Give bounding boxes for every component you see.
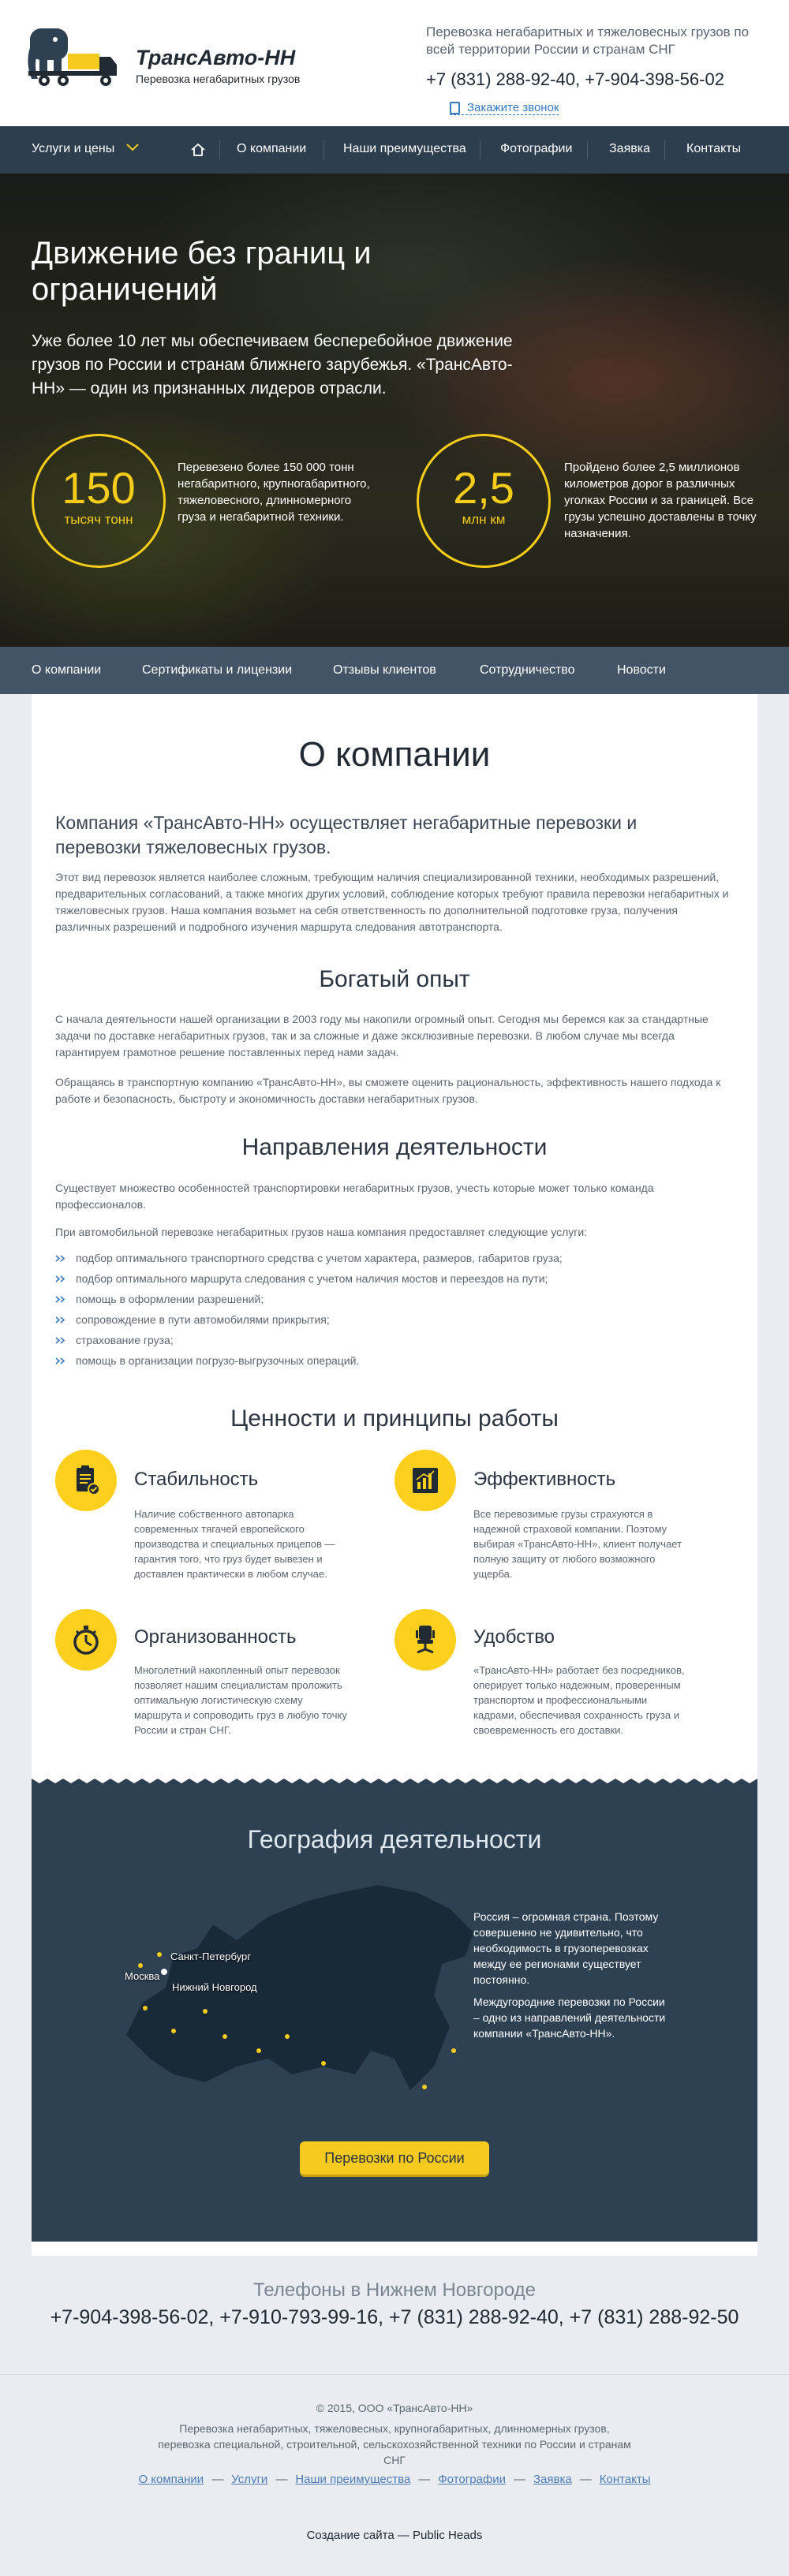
nav-item-photos[interactable]: Фотографии [500,142,573,155]
bar-chart-icon [394,1450,456,1511]
site-header [0,0,789,126]
services-list [55,1248,734,1371]
phones-title: Телефоны в Нижнем Новгороде [253,2279,536,2301]
russia-map [118,1869,481,2122]
value-title: Удобство [473,1626,555,1648]
footer-description: Перевозка негабаритных, тяжеловесных, крупногабаритных, длинномерных грузов, перевозка специальной, строительной, сельскохозяйственной техники по России и странам СНГ [158,2422,631,2466]
stat-text-tons: Перевезено более 150 000 тонн негабаритного, крупногабаритного, тяжеловесного, длинномерного груза и негабаритной техники. [178,461,370,524]
footer-link-order[interactable]: Заявка [533,2473,572,2486]
list-item: сопровождение в пути автомобилями прикрытия; [55,1309,734,1330]
double-chevron-icon [55,1255,66,1262]
stat-value: 2,5 [453,463,514,513]
footer-nav: О компании — Услуги — Наши преимущества — Фотографии — Заявка — Контакты [138,2473,651,2486]
experience-title: Богатый опыт [319,966,470,992]
subnav-certificates[interactable]: Сертификаты и лицензии [142,663,293,677]
geography-title: География деятельности [247,1825,542,1854]
clipboard-check-icon [55,1450,117,1511]
home-icon[interactable] [191,126,205,174]
header-description: Перевозка негабаритных и тяжеловесных грузов по всей территории России и странам СНГ [426,24,750,57]
list-item: страхование груза; [55,1330,734,1350]
subnav-cooperation[interactable]: Сотрудничество [480,663,575,677]
nav-item-order[interactable]: Заявка [609,142,650,155]
footer-link-about[interactable]: О компании [138,2473,204,2486]
about-lead: Компания «ТрансАвто-НН» осуществляет негабаритные перевозки и перевозки тяжеловесных грузов. [55,812,638,857]
experience-paragraph-2: Обращаясь в транспортную компанию «ТрансАвто-НН», вы сможете оценить рациональность, эффективность нашего подхода к работе и безопасность, быстроту и экономичность доставки негабаритных грузов. [55,1076,721,1105]
callback-label: Закажите звонок [467,101,559,114]
value-text: Наличие собственного автопарка современных тягачей европейского производства и специальных прицепов — гарантия того, что груз будет вывезен и доставлен практически в любом случае. [134,1508,335,1580]
brand-tagline: Перевозка негабаритных грузов [136,73,301,85]
value-title: Стабильность [134,1469,259,1490]
copyright: © 2015, ООО «ТрансАвто-НН» [316,2402,473,2414]
geography-text: Россия – огромная страна. Поэтому совершенно не удивительно, что необходимость в грузоперевозках между ее регионами существует постоянно. [473,1910,659,1986]
value-text: Все перевозимые грузы страхуются в надежной страховой компании. Поэтому выбирая «ТрансАвто-НН», клиент получает полную защиту от любого возможного ущерба. [473,1508,682,1580]
subnav-reviews[interactable]: Отзывы клиентов [333,663,436,677]
stat-unit: тысяч тонн [64,512,133,527]
section-nav [0,647,789,694]
about-title: О компании [298,735,491,774]
geography-section [32,1775,757,2242]
phone-icon [450,102,460,114]
double-chevron-icon [55,1337,66,1344]
site-credit[interactable]: Создание сайта — Public Heads [306,2529,483,2542]
header-phones: +7 (831) 288-92-40, +7-904-398-56-02 [426,69,724,89]
stat-circle-tons [32,434,166,568]
stat-circle-km [417,434,551,568]
subnav-news[interactable]: Новости [617,663,666,677]
logo-elephant-truck[interactable] [24,24,118,91]
chevron-down-icon [126,144,139,151]
subnav-about[interactable]: О компании [32,663,102,677]
main-nav [0,126,789,174]
footer-link-advantages[interactable]: Наши преимущества [295,2473,411,2486]
city-label-nn: Нижний Новгород [172,1981,257,1993]
value-text: Многолетний накопленный опыт перевозок позволяет нашим специалистам проложить оптимальную логистическую схему маршрута и сопроводить груз в любую точку России и стран СНГ. [134,1664,347,1736]
footer-link-contacts[interactable]: Контакты [599,2473,651,2486]
brand-name: ТрансАвто-НН [136,46,296,69]
callback-link[interactable] [450,101,559,115]
city-label-moscow: Москва [125,1970,160,1982]
about-paragraph: Этот вид перевозок является наиболее сложным, требующим наличия специализированной техники, необходимых разрешений, предварительных согласований, а также многих других условий, соблюдение которых требуют правила перевозки негабаритных и тяжеловесных грузов. Наша компания возьмет на себя ответственность по дополнительной подготовке груза, получения различных разрешений и подробного изучения маршрута следования автотранспорта. [55,871,729,933]
list-item: помощь в организации погрузо-выгрузочных операций. [55,1350,734,1371]
double-chevron-icon [55,1316,66,1323]
double-chevron-icon [55,1275,66,1282]
directions-paragraph: Существует множество особенностей транспортировки негабаритных грузов, учесть которые может только команда профессионалов. [55,1182,654,1211]
list-item: подбор оптимального транспортного средства с учетом характера, размеров, габаритов груза; [55,1248,734,1268]
footer-link-services[interactable]: Услуги [231,2473,268,2486]
value-text: «ТрансАвто-НН» работает без посредников, оперирует только надежным, проверенным транспортом и профессиональными кадрами, обеспечивая сохранность груза и своевременность его доставки. [473,1664,685,1736]
value-title: Организованность [134,1626,297,1648]
stat-value: 150 [62,463,136,513]
site-footer [0,2374,789,2576]
double-chevron-icon [55,1357,66,1365]
nav-services-label: Услуги и цены [32,142,115,155]
value-title: Эффективность [473,1469,616,1490]
nav-item-about[interactable]: О компании [237,142,307,155]
stat-text-km: Пройдено более 2,5 миллионов километров дорог в различных уголках России и за границей. Все грузы успешно доставлены в точку назначения. [564,461,757,540]
stopwatch-icon [55,1609,117,1671]
values-title: Ценности и принципы работы [230,1406,559,1432]
experience-paragraph: С начала деятельности нашей организации в 2003 году мы накопили огромный опыт. Сегодня мы беремся как за стандартные задачи по доставке негабаритных грузов, так и за сложные и даже эксклюзивные перевозки. В любом случае мы всегда гарантируем грамотное решение поставленных перед нами задач. [55,1013,709,1058]
stat-unit: млн км [462,512,506,527]
list-item: подбор оптимального маршрута следования с учетом наличия мостов и переездов на пути; [55,1268,734,1289]
hero-title: Движение без границ и ограничений [32,236,372,307]
directions-intro: При автомобильной перевозке негабаритных грузов наша компания предоставляет следующие услуги: [55,1226,588,1238]
list-item: помощь в оформлении разрешений; [55,1289,734,1309]
nav-item-advantages[interactable]: Наши преимущества [343,142,466,155]
phones-list: +7-904-398-56-02, +7-910-793-99-16, +7 (831) 288-92-40, +7 (831) 288-92-50 [50,2306,739,2328]
city-label-spb: Санкт-Петербург [170,1951,251,1962]
hero-banner [0,174,789,647]
nav-item-contacts[interactable]: Контакты [686,142,742,155]
nav-services-dropdown[interactable] [32,126,139,174]
russia-transport-button[interactable]: Перевозки по России [300,2141,489,2175]
footer-link-photos[interactable]: Фотографии [438,2473,506,2486]
directions-title: Направления деятельности [241,1134,548,1160]
double-chevron-icon [55,1296,66,1303]
geography-text-2: Междугородние перевозки по России – одно из направлений деятельности компании «ТрансАвто-НН». [473,1995,666,2040]
zigzag-edge [32,1775,757,1785]
hero-text: Уже более 10 лет мы обеспечиваем бесперебойное движение грузов по России и странам ближнего зарубежья. «ТрансАвто-НН» — один из признанных лидеров отрасли. [32,332,513,398]
office-chair-icon [394,1609,456,1671]
